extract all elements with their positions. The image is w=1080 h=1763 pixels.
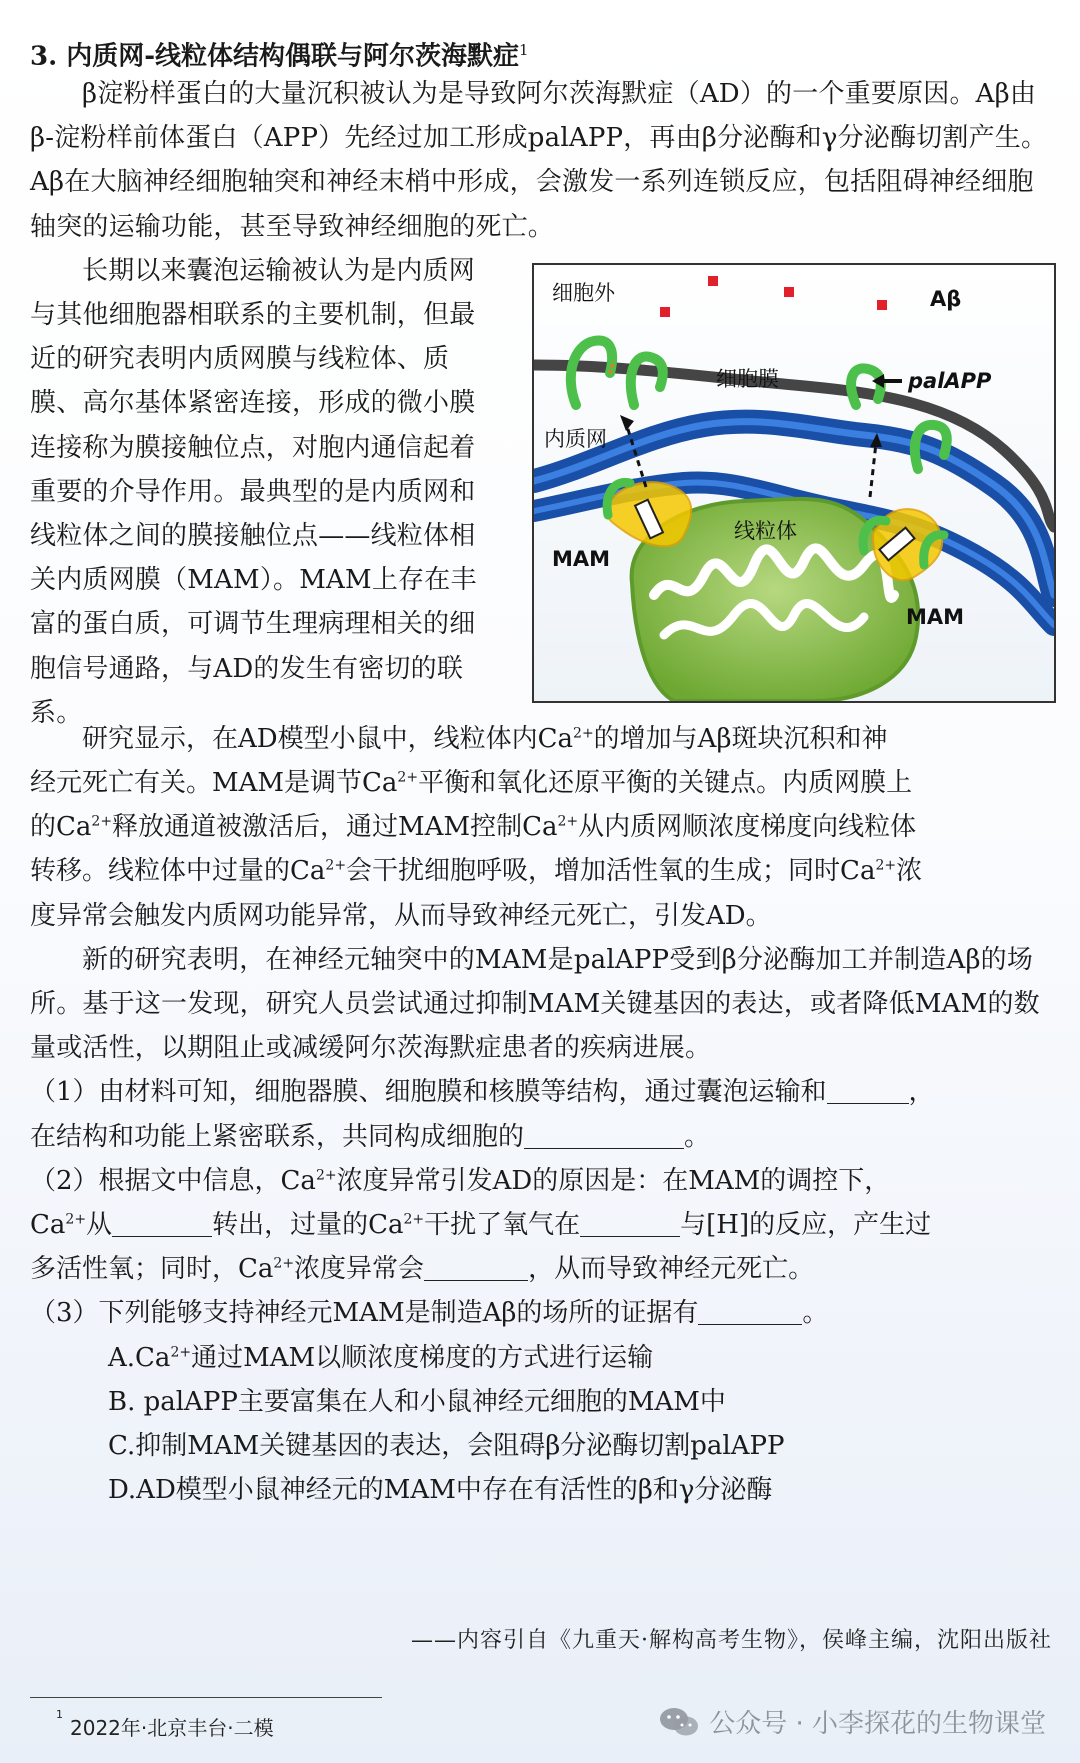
option-a[interactable]: $A.Ca^{2+}$通过MAM以顺浓度梯度的方式进行运输: [108, 1342, 654, 1373]
watermark-text: 公众号 · 小李探花的生物课堂: [709, 1709, 1046, 1739]
answer-blank-q2-a[interactable]: [112, 1208, 212, 1237]
footnote-mark: 1: [56, 1708, 63, 1721]
answer-blank-q3[interactable]: [698, 1296, 802, 1325]
answer-blank-q2-c[interactable]: [424, 1252, 528, 1281]
option-b[interactable]: B. palAPP主要富集在人和小鼠神经元细胞的MAM中: [108, 1386, 726, 1417]
mam-diagram: [532, 263, 1056, 703]
footnote-text: 2022年·北京丰台·二模: [70, 1716, 274, 1740]
question-2-line-1: （2）根据文中信息，$Ca^{2+}$浓度异常引发AD的原因是：在MAM的调控下，: [30, 1165, 891, 1196]
label-er: 内质网: [544, 426, 607, 451]
abeta-particle: [660, 307, 670, 317]
paragraph-2-wrap: [30, 249, 500, 735]
text-figure-zone: [30, 249, 1055, 728]
footnote: [56, 1708, 274, 1741]
paragraph-2: 长期以来囊泡运输被认为是内质网与其他细胞器相联系的主要机制，但最近的研究表明内质网膜与线粒体、质膜、高尔基体紧密连接，形成的微小膜连接称为膜接触位点，对胞内通信起着重要的介导作用。最典型的是内质网和线粒体之间的膜接触位点——线粒体相关内质网膜（MAM）。MAM上存在丰富的蛋白质，可调节生理病理相关的细胞信号通路，与AD的发生有密切的联系。: [30, 255, 477, 728]
title-text: 3. 内质网-线粒体结构偶联与阿尔茨海默症: [30, 41, 519, 72]
answer-blank-q1-b[interactable]: [524, 1120, 684, 1149]
question-1-line-1: （1）由材料可知，细胞器膜、细胞膜和核膜等结构，通过囊泡运输和 ，: [30, 1077, 935, 1108]
label-abeta: Aβ: [930, 286, 962, 311]
question-1-line-2: 在结构和功能上紧密联系，共同构成细胞的 。: [30, 1121, 711, 1152]
watermark: [659, 1703, 1046, 1740]
option-c[interactable]: C.抑制MAM关键基因的表达，会阻碍β分泌酶切割palAPP: [108, 1431, 785, 1462]
paragraph-3-line-5: 度异常会触发内质网功能异常，从而导致神经元死亡，引发AD。: [30, 900, 772, 931]
label-mitochondrion: 线粒体: [734, 518, 797, 543]
label-cell-membrane: 细胞膜: [716, 366, 779, 391]
question-2-line-3: 多活性氧；同时，$Ca^{2+}$浓度异常会 ，从而导致神经元死亡。: [30, 1254, 815, 1285]
answer-blank-q1-a[interactable]: [827, 1075, 909, 1104]
paragraph-3-line-2: 经元死亡有关。MAM是调节$Ca^{2+}$平衡和氧化还原平衡的关键点。内质网膜上: [30, 768, 913, 799]
abeta-particle: [784, 287, 794, 297]
title-footnote-mark: 1: [519, 41, 529, 59]
wechat-icon: [659, 1706, 699, 1738]
label-outside: 细胞外: [552, 280, 615, 305]
label-mam-right: MAM: [906, 604, 965, 629]
paragraph-4: 新的研究表明，在神经元轴突中的MAM是palAPP受到β分泌酶加工并制造Aβ的场所。基于这一发现，研究人员尝试通过抑制MAM关键基因的表达，或者降低MAM的数量或活性，以期阻止或减缓阿尔茨海默症患者的疾病进展。: [30, 944, 1040, 1064]
footnote-divider: [30, 1697, 382, 1698]
option-d[interactable]: D.AD模型小鼠神经元的MAM中存在有活性的β和γ分泌酶: [108, 1475, 773, 1506]
paragraph-3-line-4: 转移。线粒体中过量的$Ca^{2+}$会干扰细胞呼吸，增加活性氧的生成；同时$Ca^{2+}$浓: [30, 856, 923, 887]
mam-diagram-svg: [534, 265, 1054, 701]
question-2-line-2: $Ca^{2+}$从 转出，过量的$Ca^{2+}$干扰了氧气在 与[H]的反应，产生过: [30, 1210, 932, 1241]
label-mam-left: MAM: [552, 546, 611, 571]
paragraph-1: β淀粉样蛋白的大量沉积被认为是导致阿尔茨海默症（AD）的一个重要原因。Aβ由β-淀粉样前体蛋白（APP）先经过加工形成palAPP，再由β分泌酶和γ分泌酶切割产生。Aβ在大脑神经细胞轴突和神经末梢中形成，会激发一系列连锁反应，包括阻碍神经细胞轴突的运输功能，甚至导致神经细胞的死亡。: [30, 79, 1048, 242]
document-page: [30, 28, 1055, 1512]
source-citation: ——内容引自《九重天·解构高考生物》，侯峰主编，沈阳出版社: [411, 1628, 1052, 1653]
section-title: [30, 28, 1055, 72]
question-3-stem: （3）下列能够支持神经元MAM是制造Aβ的场所的证据有 。: [30, 1298, 829, 1329]
abeta-particle: [877, 300, 887, 310]
label-palapp: palAPP: [908, 368, 992, 393]
answer-blank-q2-b[interactable]: [580, 1208, 680, 1237]
abeta-particle: [708, 276, 718, 286]
paragraph-3-line-3: 的$Ca^{2+}$释放通道被激活后，通过MAM控制$Ca^{2+}$从内质网顺浓度梯度向线粒体: [30, 812, 917, 843]
paragraph-3-line-1: 研究显示，在AD模型小鼠中，线粒体内$Ca^{2+}$的增加与Aβ斑块沉积和神: [82, 723, 888, 754]
